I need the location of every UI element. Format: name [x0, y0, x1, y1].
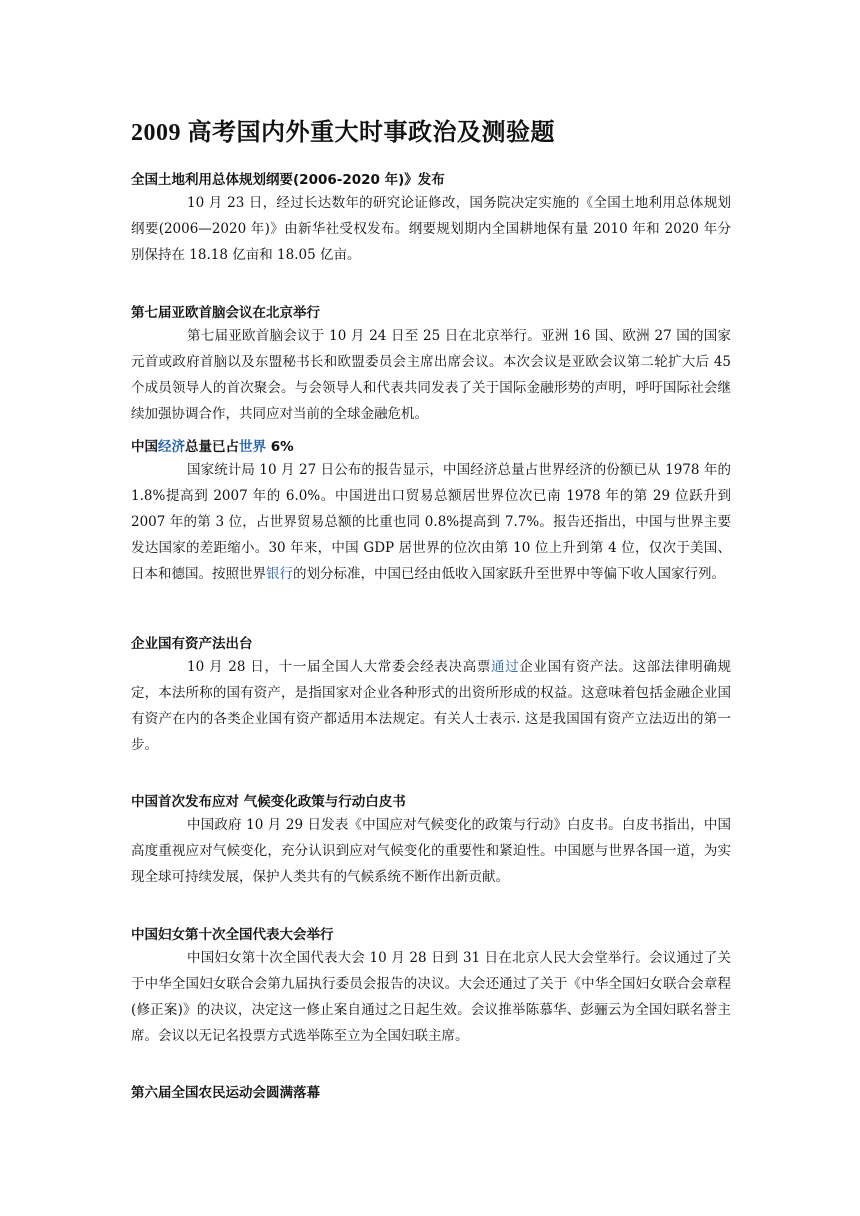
section-farmers-games [131, 1083, 731, 1103]
body-text: 国家统计局 10 月 27 日公布的报告显示，中国经济总量占世界经济的份额已从 1978 年的 1.8%提高到 2007 年的 6.0%。中国进出口贸易总额居世界位次已南 1978 年的第 29 位跃升到 2007 年的第 3 位，占世界贸易总额的比重也同 0.8%提高到 7.7%。报告还指出，中国与世界主要发达国家的差距缩小。30 年来，中国 GDP 居世界的位次由第 10 位上升到第 4 位，仅次于美国、日本和德国。按照世界 [131, 462, 731, 582]
heading-text: 6% [266, 439, 294, 455]
section-body [131, 457, 731, 587]
link-economy[interactable]: 经济 [158, 439, 185, 455]
section-heading: 全国土地利用总体规划纲要(2006-2020 年)》发布 [131, 172, 445, 188]
section-heading: 第七届亚欧首脑会议在北京举行 [131, 305, 320, 321]
section-climate-whitepaper [131, 792, 731, 890]
document-title: 2009 高考国内外重大时事政治及测验题 [131, 120, 555, 146]
section-heading [131, 437, 731, 457]
section-heading: 中国妇女第十次全国代表大会举行 [131, 927, 334, 943]
heading-text: 总量已占 [185, 439, 239, 455]
section-heading: 第六届全国农民运动会圆满落幕 [131, 1085, 320, 1101]
body-text: 10 月 28 日，十一届全国人大常委会经表决高票 [187, 659, 492, 675]
body-text: 的划分标准，中国已经由低收入国家跃升至世界中等偏下收人国家行列。 [293, 566, 725, 582]
section-women-congress [131, 925, 731, 1049]
section-heading: 企业国有资产法出台 [131, 636, 253, 652]
link-world[interactable]: 世界 [239, 439, 266, 455]
link-pass[interactable]: 通过 [491, 659, 520, 675]
section-heading: 中国首次发布应对 气候变化政策与行动白皮书 [131, 794, 406, 810]
section-body: 中国妇女第十次全国代表大会 10 月 28 日到 31 日在北京人民大会堂举行。会议通过了关于中华全国妇女联合会第九届执行委员会报告的决议。大会还通过了关于《中华全国妇女联合会章程(修正案)》的决议，决定这一修止案自通过之日起生效。会议推举陈慕华、彭骊云为全国妇联名誉主席。会议以无记名投票方式选举陈至立为全国妇联主席。 [131, 950, 731, 1044]
body-text: 企业国有资产法。这部法律明确规定，本法所称的国有资产，是指国家对企业各种形式的出资所形成的权益。这意味着包括金融企业国有资产在内的各类企业国有资产都适用本法规定。有关人士表示. 这是我国国有资产立法迈出的第一步。 [131, 659, 732, 753]
link-bank[interactable]: 银行 [266, 566, 293, 582]
section-body: 中国政府 10 月 29 日发表《中国应对气候变化的政策与行动》白皮书。白皮书指出，中国高度重视应对气候变化，充分认识到应对气候变化的重要性和紧迫性。中国愿与世界各国一道，为实现全球可持续发展，保护人类共有的气候系统不断作出新贡献。 [131, 817, 731, 885]
section-body [131, 654, 731, 758]
section-state-assets-law [131, 634, 731, 758]
heading-text: 中国 [131, 439, 158, 455]
section-asem-summit [131, 303, 731, 427]
section-economy-share [131, 437, 731, 587]
section-body: 第七届亚欧首脑会议于 10 月 24 日至 25 日在北京举行。亚洲 16 国、欧洲 27 国的国家元首或政府首脑以及东盟秘书长和欧盟委员会主席出席会议。本次会议是亚欧会议第二轮扩大后 45 个成员领导人的首次聚会。与会领导人和代表共同发表了关于国际金融形势的声明，呼吁国际社会继续加强协调合作，共同应对当前的全球金融危机。 [131, 328, 731, 422]
section-body: 10 月 23 日，经过长达数年的研究论证修改，国务院决定实施的《全国土地利用总体规划纲要(2006—2020 年)》由新华社受权发布。纲要规划期内全国耕地保有量 2010 年和 2020 年分别保持在 18.18 亿亩和 18.05 亿亩。 [131, 195, 731, 263]
section-land-planning [131, 170, 731, 268]
